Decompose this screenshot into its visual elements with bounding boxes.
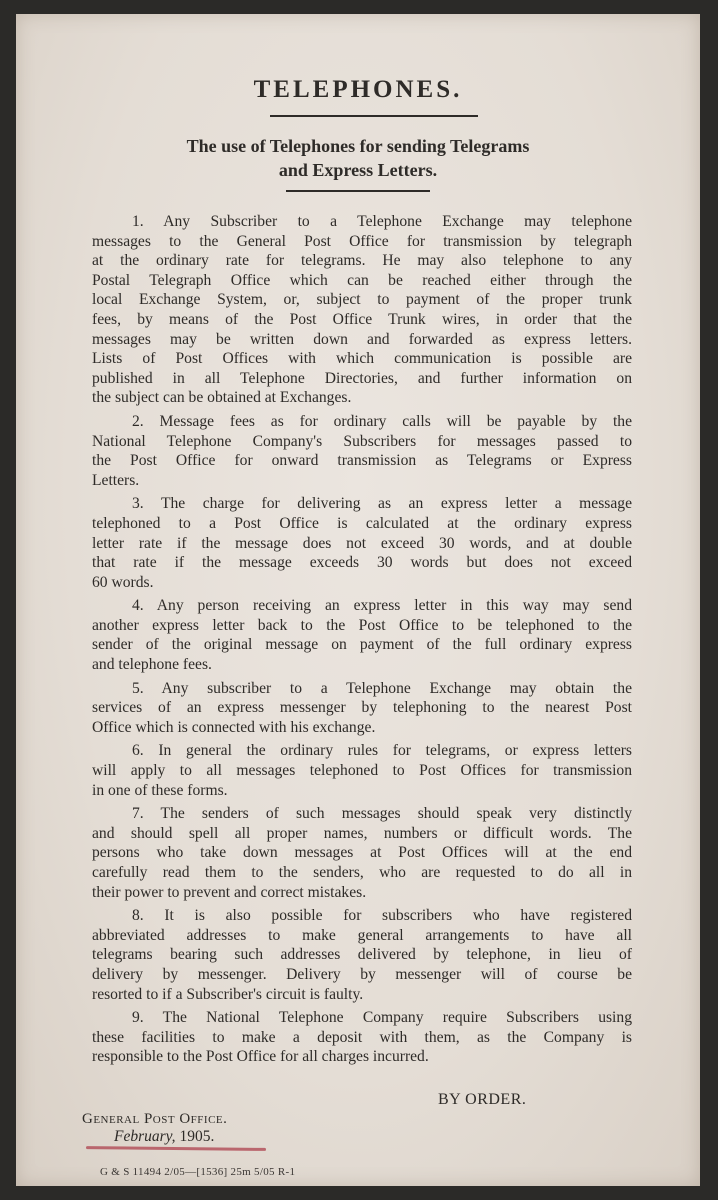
- paragraph-line: 5. Any subscriber to a Telephone Exchange may obtain the: [132, 679, 632, 697]
- title-underline: [270, 115, 478, 117]
- paragraph-line: fees, by means of the Post Office Trunk wires, in order that the: [92, 310, 632, 328]
- document-page: [16, 14, 700, 1186]
- paragraph-line: messages may be written down and forwarded as express letters.: [92, 330, 632, 348]
- date-year: 1905.: [179, 1128, 215, 1145]
- paragraph-1: [92, 212, 632, 408]
- paragraph-line: National Telephone Company's Subscribers for messages passed to: [92, 432, 632, 450]
- paragraph-line: telegrams bearing such addresses delivered by telephone, in lieu of: [92, 946, 632, 964]
- paragraph-line: telephoned to a Post Office is calculated at the ordinary express: [92, 514, 632, 532]
- paragraph-line: 8. It is also possible for subscribers who have registered: [132, 907, 632, 925]
- document-body: [92, 212, 632, 1071]
- paragraph-4: [92, 596, 632, 674]
- paragraph-line: local Exchange System, or, subject to payment of the proper trunk: [92, 291, 632, 309]
- paragraph-line: their power to prevent and correct mistakes.: [92, 883, 367, 901]
- paragraph-8: [92, 906, 632, 1004]
- paragraph-line: 7. The senders of such messages should speak very distinctly: [132, 805, 632, 823]
- paragraph-5: [92, 679, 632, 738]
- paragraph-line: 60 words.: [92, 573, 154, 591]
- paragraph-line: messages to the General Post Office for transmission by telegraph: [92, 232, 632, 250]
- printer-imprint: G & S 11494 2/05—[1536] 25m 5/05 R-1: [100, 1166, 296, 1178]
- paragraph-line: Letters.: [92, 471, 140, 489]
- paragraph-line: delivery by messenger. Delivery by messenger will of course be: [92, 965, 632, 983]
- issue-date: [114, 1128, 214, 1146]
- issuer: General Post Office.: [82, 1111, 228, 1127]
- paragraph-line: 3. The charge for delivering as an express letter a message: [132, 495, 632, 513]
- paragraph-line: and telephone fees.: [92, 656, 212, 674]
- paragraph-line: that rate if the message exceeds 30 words but does not exceed: [92, 554, 632, 572]
- paragraph-line: and should spell all proper names, numbers or difficult words. The: [92, 824, 632, 842]
- paragraph-line: Postal Telegraph Office which can be reached either through the: [92, 271, 632, 289]
- paragraph-line: sender of the original message on payment of the full ordinary express: [92, 636, 632, 654]
- subtitle-underline: [286, 190, 430, 192]
- paragraph-line: in one of these forms.: [92, 781, 228, 799]
- paragraph-line: published in all Telephone Directories, and further information on: [92, 369, 632, 387]
- subtitle-line: The use of Telephones for sending Telegrams: [186, 136, 530, 156]
- paragraph-line: these facilities to make a deposit with them, as the Company is: [92, 1028, 632, 1046]
- paragraph-line: resorted to if a Subscriber's circuit is faulty.: [92, 985, 364, 1003]
- paragraph-line: carefully read them to the senders, who are requested to do all in: [92, 864, 632, 881]
- paragraph-3: [92, 494, 632, 592]
- paragraph-line: 9. The National Telephone Company require Subscribers using: [132, 1009, 632, 1027]
- paragraph-line: letter rate if the message does not exceed 30 words, and at double: [92, 534, 632, 552]
- paragraph-line: 4. Any person receiving an express letter in this way may send: [132, 597, 632, 615]
- paragraph-line: 2. Message fees as for ordinary calls will be payable by the: [132, 412, 632, 430]
- paragraph-line: 1. Any Subscriber to a Telephone Exchange may telephone: [132, 213, 632, 230]
- date-month: February,: [114, 1128, 176, 1145]
- paragraph-line: at the ordinary rate for telegrams. He may also telephone to any: [92, 252, 632, 270]
- subtitle-line: and Express Letters.: [278, 160, 438, 180]
- paragraph-line: will apply to all messages telephoned to Post Offices for transmission: [92, 762, 632, 780]
- paragraph-line: the subject can be obtained at Exchanges.: [92, 389, 352, 407]
- paragraph-line: abbreviated addresses to make general arrangements to have all: [92, 926, 632, 944]
- paragraph-line: persons who take down messages at Post Offices will at the end: [92, 844, 632, 862]
- paragraph-line: 6. In general the ordinary rules for telegrams, or express letters: [132, 742, 632, 760]
- paragraph-7: [92, 804, 632, 902]
- document-subtitle: [16, 134, 700, 182]
- paragraph-line: services of an express messenger by telephoning to the nearest Post: [92, 699, 632, 717]
- red-pencil-underline: [86, 1146, 266, 1151]
- paragraph-line: the Post Office for onward transmission as Telegrams or Express: [92, 452, 632, 470]
- paragraph-line: responsible to the Post Office for all charges incurred.: [92, 1048, 429, 1066]
- paragraph-line: Lists of Post Offices with which communication is possible are: [92, 350, 632, 368]
- paragraph-2: [92, 412, 632, 490]
- paragraph-6: [92, 741, 632, 800]
- document-title: TELEPHONES.: [253, 76, 463, 103]
- paragraph-line: another express letter back to the Post Office to be telephoned to the: [92, 616, 632, 634]
- by-order: BY ORDER.: [438, 1091, 527, 1108]
- paragraph-9: [92, 1008, 632, 1067]
- paragraph-line: Office which is connected with his exchange.: [92, 718, 376, 736]
